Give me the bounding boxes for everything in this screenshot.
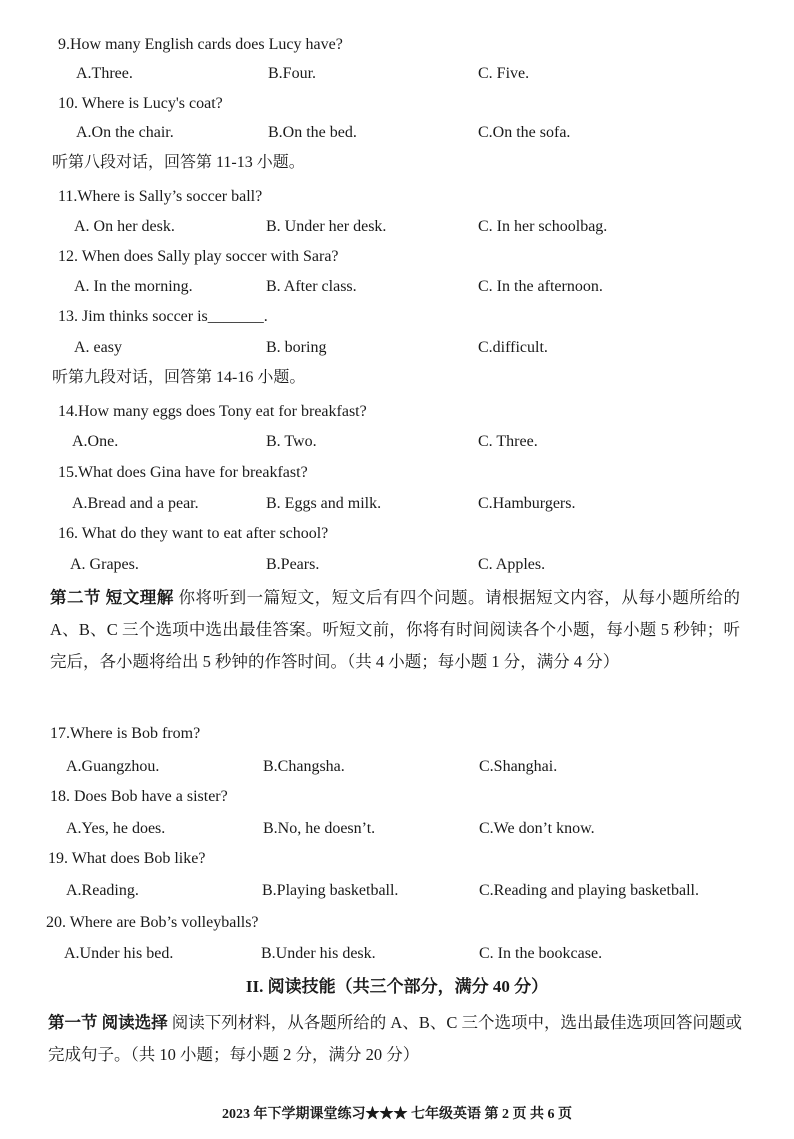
option-a: A.Three. bbox=[76, 65, 133, 82]
section-instruction: 听第八段对话，回答第 11-13 小题。 bbox=[52, 154, 305, 171]
option-a: A. In the morning. bbox=[74, 278, 193, 295]
option-b: B.Pears. bbox=[266, 556, 320, 573]
option-c: C.Reading and playing basketball. bbox=[479, 882, 699, 899]
question-stem: 13. Jim thinks soccer is_______. bbox=[58, 308, 268, 325]
option-b: B. boring bbox=[266, 339, 327, 356]
question-stem: 12. When does Sally play soccer with Sara? bbox=[58, 248, 339, 265]
option-b: B.Changsha. bbox=[263, 758, 345, 775]
option-c: C.difficult. bbox=[478, 339, 548, 356]
question-stem: 15.What does Gina have for breakfast? bbox=[58, 464, 308, 481]
option-c: C. Five. bbox=[478, 65, 530, 82]
option-a: A.Guangzhou. bbox=[66, 758, 160, 775]
reading-text: 阅读下列材料，从各题所给的 A、B、C 三个选项中，选出最佳选项回答问题或完成句子。（共 10 小题；每小题 2 分，满分 20 分） bbox=[48, 1013, 743, 1064]
option-b: B. Under her desk. bbox=[266, 218, 387, 235]
section-heading: II. 阅读技能（共三个部分，满分 40 分） bbox=[245, 977, 549, 996]
option-a: A.Bread and a pear. bbox=[72, 495, 199, 512]
question-stem: 17.Where is Bob from? bbox=[50, 725, 201, 742]
part2-label: 第二节 短文理解 bbox=[50, 588, 174, 607]
option-b: B.No, he doesn’t. bbox=[263, 820, 376, 837]
option-a: A.On the chair. bbox=[76, 124, 174, 141]
question-stem: 18. Does Bob have a sister? bbox=[50, 788, 228, 805]
option-c: C. In the bookcase. bbox=[479, 945, 603, 962]
option-a: A. easy bbox=[74, 339, 122, 356]
option-b: B.Playing basketball. bbox=[262, 882, 399, 899]
question-stem: 11.Where is Sally’s soccer ball? bbox=[58, 188, 263, 205]
question-stem: 19. What does Bob like? bbox=[48, 850, 206, 867]
option-c: C.Hamburgers. bbox=[478, 495, 576, 512]
question-stem: 10. Where is Lucy's coat? bbox=[58, 95, 223, 112]
option-c: C. Apples. bbox=[478, 556, 546, 573]
reading-instructions bbox=[48, 1007, 742, 1071]
option-a: A.Yes, he does. bbox=[66, 820, 166, 837]
option-b: B.Four. bbox=[268, 65, 317, 82]
question-stem: 20. Where are Bob’s volleyballs? bbox=[46, 914, 259, 931]
option-c: C. In her schoolbag. bbox=[478, 218, 608, 235]
part2-text: 你将听到一篇短文，短文后有四个问题。请根据短文内容，从每小题所给的 A、B、C 三个选项中选出最佳答案。听短文前，你将有时间阅读各个小题，每小题 5 秒钟；听完后，各小题将给出 5 秒钟的作答时间。（共 4 小题；每小题 1 分，满分 4 分） bbox=[50, 588, 741, 671]
part2-instructions bbox=[50, 582, 740, 678]
option-c: C.We don’t know. bbox=[479, 820, 595, 837]
question-stem: 9.How many English cards does Lucy have? bbox=[58, 36, 343, 53]
question-stem: 14.How many eggs does Tony eat for breakfast? bbox=[58, 403, 367, 420]
option-b: B. Two. bbox=[266, 433, 317, 450]
option-a: A.One. bbox=[72, 433, 119, 450]
reading-label: 第一节 阅读选择 bbox=[48, 1013, 168, 1032]
option-c: C. In the afternoon. bbox=[478, 278, 603, 295]
option-c: C.On the sofa. bbox=[478, 124, 571, 141]
question-stem: 16. What do they want to eat after school? bbox=[58, 525, 329, 542]
option-b: B. Eggs and milk. bbox=[266, 495, 382, 512]
option-a: A. Grapes. bbox=[70, 556, 139, 573]
option-b: B. After class. bbox=[266, 278, 357, 295]
page-footer: 2023 年下学期课堂练习★★★ 七年级英语 第 2 页 共 6 页 bbox=[222, 1107, 572, 1122]
option-c: C.Shanghai. bbox=[479, 758, 558, 775]
section-instruction: 听第九段对话，回答第 14-16 小题。 bbox=[52, 369, 306, 386]
option-c: C. Three. bbox=[478, 433, 538, 450]
option-a: A.Under his bed. bbox=[64, 945, 174, 962]
option-a: A.Reading. bbox=[66, 882, 139, 899]
option-a: A. On her desk. bbox=[74, 218, 175, 235]
option-b: B.Under his desk. bbox=[261, 945, 376, 962]
option-b: B.On the bed. bbox=[268, 124, 357, 141]
